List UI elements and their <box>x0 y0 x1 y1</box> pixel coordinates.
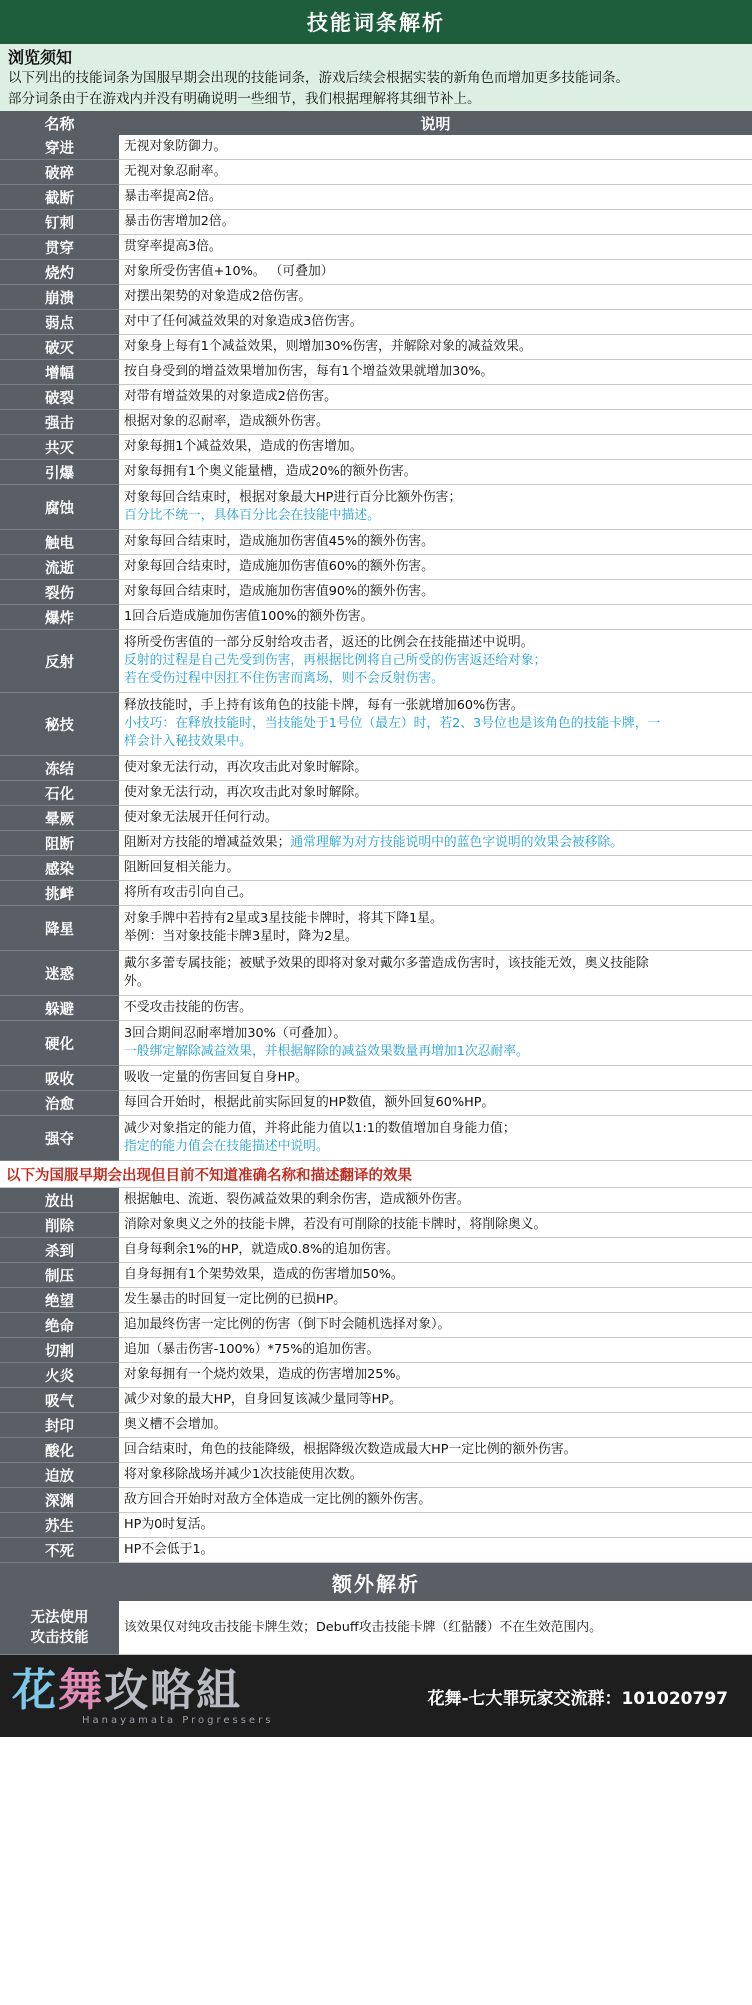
term-desc <box>119 881 752 905</box>
term-desc <box>119 435 752 459</box>
table-row <box>0 360 752 385</box>
term-desc-line: 对摆出架势的对象造成2倍伤害。 <box>124 289 312 304</box>
term-desc <box>119 1388 752 1412</box>
table-row <box>0 135 752 160</box>
term-desc-line: 阻断对方技能的增减益效果； <box>124 835 291 850</box>
term-desc-line: 反射的过程是自己先受到伤害，再根据比例将自己所受的伤害返还给对象； <box>124 653 547 668</box>
table-row <box>0 185 752 210</box>
term-desc <box>119 1463 752 1487</box>
term-desc-line: 不受攻击技能的伤害。 <box>124 1000 252 1015</box>
term-desc <box>119 1091 752 1115</box>
term-name: 阻断 <box>0 831 119 856</box>
term-desc-line: 自身每拥有1个架势效果，造成的伤害增加50%。 <box>124 1267 404 1282</box>
table-row <box>0 756 752 781</box>
table-row <box>0 1091 752 1116</box>
table-row <box>0 530 752 555</box>
term-name: 绝望 <box>0 1288 119 1313</box>
table-row <box>0 1213 752 1238</box>
logo-subtitle: Hanayamata Progressers <box>82 1714 274 1726</box>
term-desc <box>119 460 752 484</box>
term-name: 裂伤 <box>0 580 119 605</box>
term-name: 反射 <box>0 630 119 693</box>
term-name: 治愈 <box>0 1091 119 1116</box>
term-desc-line: 通常理解为对方技能说明中的蓝色字说明的效果会被移除。 <box>290 835 624 850</box>
term-name: 增幅 <box>0 360 119 385</box>
term-desc-line: 使对象无法行动，再次攻击此对象时解除。 <box>124 785 368 800</box>
term-desc <box>119 1413 752 1437</box>
term-name: 腐蚀 <box>0 485 119 530</box>
term-desc-line: 释放技能时，手上持有该角色的技能卡牌，每有一张就增加60%伤害。 <box>124 698 524 713</box>
footer <box>0 1655 752 1737</box>
term-desc <box>119 410 752 434</box>
term-desc-line: 百分比不统一，具体百分比会在技能中描述。 <box>124 508 380 523</box>
term-desc <box>119 1238 752 1262</box>
term-desc <box>119 1488 752 1512</box>
term-name: 触电 <box>0 530 119 555</box>
extra-row <box>0 1601 752 1655</box>
table-row <box>0 460 752 485</box>
table-row <box>0 210 752 235</box>
term-desc-line: 发生暴击的时回复一定比例的已损HP。 <box>124 1292 347 1307</box>
term-desc <box>119 310 752 334</box>
term-desc <box>119 951 752 995</box>
term-desc-line: 对象每回合结束时，造成施加伤害值45%的额外伤害。 <box>124 534 434 549</box>
term-desc <box>119 360 752 384</box>
term-desc-line: 1回合后造成施加伤害值100%的额外伤害。 <box>124 609 374 624</box>
table-row <box>0 435 752 460</box>
term-desc <box>119 1213 752 1237</box>
term-name: 石化 <box>0 781 119 806</box>
table-row <box>0 1413 752 1438</box>
term-desc-line: 按自身受到的增益效果增加伤害，每有1个增益效果就增加30%。 <box>124 364 494 379</box>
term-desc <box>119 185 752 209</box>
table-row <box>0 906 752 951</box>
term-name: 放出 <box>0 1188 119 1213</box>
term-desc-line: 举例：当对象技能卡牌3星时，降为2星。 <box>124 929 358 944</box>
term-name: 流逝 <box>0 555 119 580</box>
notice-line: 部分词条由于在游戏内并没有明确说明一些细节，我们根据理解将其细节补上。 <box>8 91 481 107</box>
term-desc <box>119 806 752 830</box>
column-header-name: 名称 <box>44 114 75 133</box>
term-desc <box>119 1021 752 1065</box>
term-desc <box>119 1313 752 1337</box>
table-row <box>0 335 752 360</box>
term-desc-line: 奥义槽不会增加。 <box>124 1417 227 1432</box>
term-name: 深渊 <box>0 1488 119 1513</box>
term-desc <box>119 856 752 880</box>
table-row <box>0 1188 752 1213</box>
table-row <box>0 285 752 310</box>
table-row <box>0 1238 752 1263</box>
term-desc <box>119 555 752 579</box>
term-desc-line: 根据触电、流逝、裂伤减益效果的剩余伤害，造成额外伤害。 <box>124 1192 470 1207</box>
term-desc-line: 指定的能力值会在技能描述中说明。 <box>124 1139 329 1154</box>
term-desc-line: 对象身上每有1个减益效果，则增加30%伤害，并解除对象的减益效果。 <box>124 339 532 354</box>
term-desc-line: 根据对象的忍耐率，造成额外伤害。 <box>124 414 329 429</box>
column-header-desc: 说明 <box>420 114 451 133</box>
term-desc-line: 对象每回合结束时，造成施加伤害值90%的额外伤害。 <box>124 584 434 599</box>
term-desc <box>119 160 752 184</box>
term-desc <box>119 1066 752 1090</box>
term-desc-line: 对中了任何减益效果的对象造成3倍伤害。 <box>124 314 363 329</box>
table-row <box>0 1021 752 1066</box>
term-name: 无法使用 攻击技能 <box>0 1601 119 1655</box>
term-desc-line: 自身每剩余1%的HP，就造成0.8%的追加伤害。 <box>124 1242 399 1257</box>
term-desc <box>119 235 752 259</box>
table-row <box>0 580 752 605</box>
term-desc-line: 对象手牌中若持有2星或3星技能卡牌时，将其下降1星。 <box>124 911 443 926</box>
term-desc <box>119 1188 752 1212</box>
term-name: 强夺 <box>0 1116 119 1161</box>
term-name: 苏生 <box>0 1513 119 1538</box>
term-desc <box>119 1338 752 1362</box>
term-desc <box>119 260 752 284</box>
term-name: 破灭 <box>0 335 119 360</box>
term-name: 破碎 <box>0 160 119 185</box>
term-name: 感染 <box>0 856 119 881</box>
table-row <box>0 951 752 996</box>
term-name: 躲避 <box>0 996 119 1021</box>
term-name: 烧灼 <box>0 260 119 285</box>
term-desc <box>119 530 752 554</box>
table-row <box>0 630 752 693</box>
term-name: 硬化 <box>0 1021 119 1066</box>
term-desc <box>119 630 752 692</box>
table-row <box>0 1313 752 1338</box>
term-desc <box>119 580 752 604</box>
term-desc-line: 吸收一定量的伤害回复自身HP。 <box>124 1070 308 1085</box>
term-name: 吸收 <box>0 1066 119 1091</box>
table-row <box>0 1338 752 1363</box>
term-name: 挑衅 <box>0 881 119 906</box>
term-name: 封印 <box>0 1413 119 1438</box>
term-desc-line: 3回合期间忍耐率增加30%（可叠加）。 <box>124 1026 347 1041</box>
extra-heading: 额外解析 <box>0 1563 752 1601</box>
term-desc-line: 暴击伤害增加2倍。 <box>124 214 235 229</box>
term-desc-line: 该效果仅对纯攻击技能卡牌生效；Debuff攻击技能卡牌（红骷髅）不在生效范围内。 <box>124 1619 602 1635</box>
term-desc <box>119 693 752 755</box>
term-desc <box>119 1363 752 1387</box>
page-title: 技能词条解析 <box>307 11 445 35</box>
term-desc <box>119 1288 752 1312</box>
term-name: 杀到 <box>0 1238 119 1263</box>
term-name: 破裂 <box>0 385 119 410</box>
term-name: 绝命 <box>0 1313 119 1338</box>
term-desc <box>119 335 752 359</box>
term-desc <box>119 1116 752 1160</box>
table-row <box>0 410 752 435</box>
table-row <box>0 996 752 1021</box>
term-desc-line: HP为0时复活。 <box>124 1517 214 1532</box>
term-name: 截断 <box>0 185 119 210</box>
term-desc-line: 使对象无法展开任何行动。 <box>124 810 278 825</box>
term-desc-line: 戴尔多蕾专属技能；被赋予效果的即将对象对戴尔多蕾造成伤害时，该技能无效，奥义技能除 <box>124 956 649 971</box>
term-desc <box>119 831 752 855</box>
table-row <box>0 1363 752 1388</box>
notice-heading: 浏览须知 <box>8 48 73 67</box>
table-row <box>0 160 752 185</box>
table-row <box>0 693 752 756</box>
term-name: 晕厥 <box>0 806 119 831</box>
term-desc-line: 样会计入秘技效果中。 <box>124 734 252 749</box>
term-desc-line: 对带有增益效果的对象造成2倍伤害。 <box>124 389 337 404</box>
term-name: 冻结 <box>0 756 119 781</box>
term-desc-line: 追加最终伤害一定比例的伤害（倒下时会随机选择对象）。 <box>124 1317 451 1332</box>
term-desc-line: 若在受伤过程中因扛不住伤害而离场，则不会反射伤害。 <box>124 671 444 686</box>
table-row <box>0 831 752 856</box>
table-row <box>0 1288 752 1313</box>
term-name: 酸化 <box>0 1438 119 1463</box>
term-name: 迷惑 <box>0 951 119 996</box>
term-desc-line: 追加（暴击伤害-100%）*75%的追加伤害。 <box>124 1342 380 1357</box>
term-name: 火炎 <box>0 1363 119 1388</box>
term-name: 爆炸 <box>0 605 119 630</box>
notice-box <box>0 44 752 111</box>
notice-line: 以下列出的技能词条为国服早期会出现的技能词条，游戏后续会根据实装的新角色而增加更多技能词条。 <box>8 70 629 86</box>
term-desc <box>119 135 752 159</box>
term-name: 迫放 <box>0 1463 119 1488</box>
term-name: 秘技 <box>0 693 119 756</box>
term-name: 吸气 <box>0 1388 119 1413</box>
term-desc-line: 对象每回合结束时，造成施加伤害值60%的额外伤害。 <box>124 559 434 574</box>
table-row <box>0 1116 752 1161</box>
table-row <box>0 310 752 335</box>
table-row <box>0 806 752 831</box>
term-desc <box>119 996 752 1020</box>
section2-title: 以下为国服早期会出现但目前不知道准确名称和描述翻译的效果 <box>0 1161 752 1188</box>
term-desc-line: 对象每拥有一个烧灼效果，造成的伤害增加25%。 <box>124 1367 409 1382</box>
term-desc-line: 消除对象奥义之外的技能卡牌，若没有可削除的技能卡牌时，将削除奥义。 <box>124 1217 547 1232</box>
term-desc <box>119 1438 752 1462</box>
term-name: 钉刺 <box>0 210 119 235</box>
table-row <box>0 1463 752 1488</box>
term-desc <box>119 1263 752 1287</box>
term-desc <box>119 781 752 805</box>
term-desc-line: 使对象无法行动，再次攻击此对象时解除。 <box>124 760 368 775</box>
page-title-bar <box>0 0 752 44</box>
term-desc-line: 无视对象忍耐率。 <box>124 164 227 179</box>
term-name: 崩溃 <box>0 285 119 310</box>
term-desc-line: 对象每拥有1个奥义能量槽，造成20%的额外伤害。 <box>124 464 417 479</box>
table-row <box>0 1066 752 1091</box>
group-info: 花舞-七大罪玩家交流群：101020797 <box>427 1688 728 1709</box>
term-desc-line: 减少对象指定的能力值，并将此能力值以1:1的数值增加自身能力值； <box>124 1121 516 1136</box>
table-row <box>0 1438 752 1463</box>
term-name: 引爆 <box>0 460 119 485</box>
term-desc-line: 将所受伤害值的一部分反射给攻击者，返还的比例会在技能描述中说明。 <box>124 635 534 650</box>
term-desc <box>119 906 752 950</box>
term-desc-line: 将所有攻击引向自己。 <box>124 885 252 900</box>
table-row <box>0 881 752 906</box>
term-name: 共灭 <box>0 435 119 460</box>
term-name: 制压 <box>0 1263 119 1288</box>
term-desc-line: 对象每回合结束时，根据对象最大HP进行百分比额外伤害； <box>124 490 462 505</box>
term-desc-line: 贯穿率提高3倍。 <box>124 239 222 254</box>
table-row <box>0 1388 752 1413</box>
term-desc <box>119 285 752 309</box>
table-row <box>0 1488 752 1513</box>
table-header <box>0 111 752 135</box>
term-desc-line: 暴击率提高2倍。 <box>124 189 222 204</box>
term-desc-line: 每回合开始时，根据此前实际回复的HP数值，额外回复60%HP。 <box>124 1095 495 1110</box>
table-row <box>0 781 752 806</box>
table-row <box>0 856 752 881</box>
term-desc <box>119 756 752 780</box>
term-name: 弱点 <box>0 310 119 335</box>
term-desc-line: 回合结束时，角色的技能降级，根据降级次数造成最大HP一定比例的额外伤害。 <box>124 1442 577 1457</box>
term-desc <box>119 1601 752 1654</box>
term-desc-line: 外。 <box>124 974 150 989</box>
terms-table <box>0 135 752 1161</box>
term-desc-line: 阻断回复相关能力。 <box>124 860 240 875</box>
term-name: 不死 <box>0 1538 119 1563</box>
term-desc-line: 对象每拥1个减益效果，造成的伤害增加。 <box>124 439 363 454</box>
term-desc <box>119 210 752 234</box>
table-row <box>0 555 752 580</box>
term-desc-line: 对象所受伤害值+10%。 （可叠加） <box>124 264 334 279</box>
table-row <box>0 1263 752 1288</box>
term-desc-line: 减少对象的最大HP，自身回复该减少量同等HP。 <box>124 1392 402 1407</box>
table-row <box>0 485 752 530</box>
term-name: 切割 <box>0 1338 119 1363</box>
term-desc <box>119 1513 752 1537</box>
term-desc-line: 无视对象防御力。 <box>124 139 227 154</box>
term-desc-line: HP不会低于1。 <box>124 1542 214 1557</box>
table-row <box>0 1538 752 1563</box>
table-row <box>0 235 752 260</box>
term-desc-line: 敌方回合开始时对敌方全体造成一定比例的额外伤害。 <box>124 1492 432 1507</box>
term-desc <box>119 1538 752 1562</box>
term-name: 削除 <box>0 1213 119 1238</box>
term-desc <box>119 485 752 529</box>
table-row <box>0 605 752 630</box>
logo <box>12 1664 274 1726</box>
table-row <box>0 1513 752 1538</box>
term-desc-line: 小技巧：在释放技能时，当技能处于1号位（最左）时，若2、3号位也是该角色的技能卡牌，一 <box>124 716 661 731</box>
terms-table-2 <box>0 1188 752 1563</box>
term-name: 降星 <box>0 906 119 951</box>
term-name: 贯穿 <box>0 235 119 260</box>
term-desc <box>119 385 752 409</box>
table-row <box>0 385 752 410</box>
term-desc <box>119 605 752 629</box>
logo-mark: 花舞攻略組 <box>12 1664 242 1716</box>
term-name: 穿进 <box>0 135 119 160</box>
term-desc-line: 一般绑定解除减益效果，并根据解除的减益效果数量再增加1次忍耐率。 <box>124 1044 529 1059</box>
term-desc-line: 将对象移除战场并减少1次技能使用次数。 <box>124 1467 363 1482</box>
term-name: 强击 <box>0 410 119 435</box>
table-row <box>0 260 752 285</box>
